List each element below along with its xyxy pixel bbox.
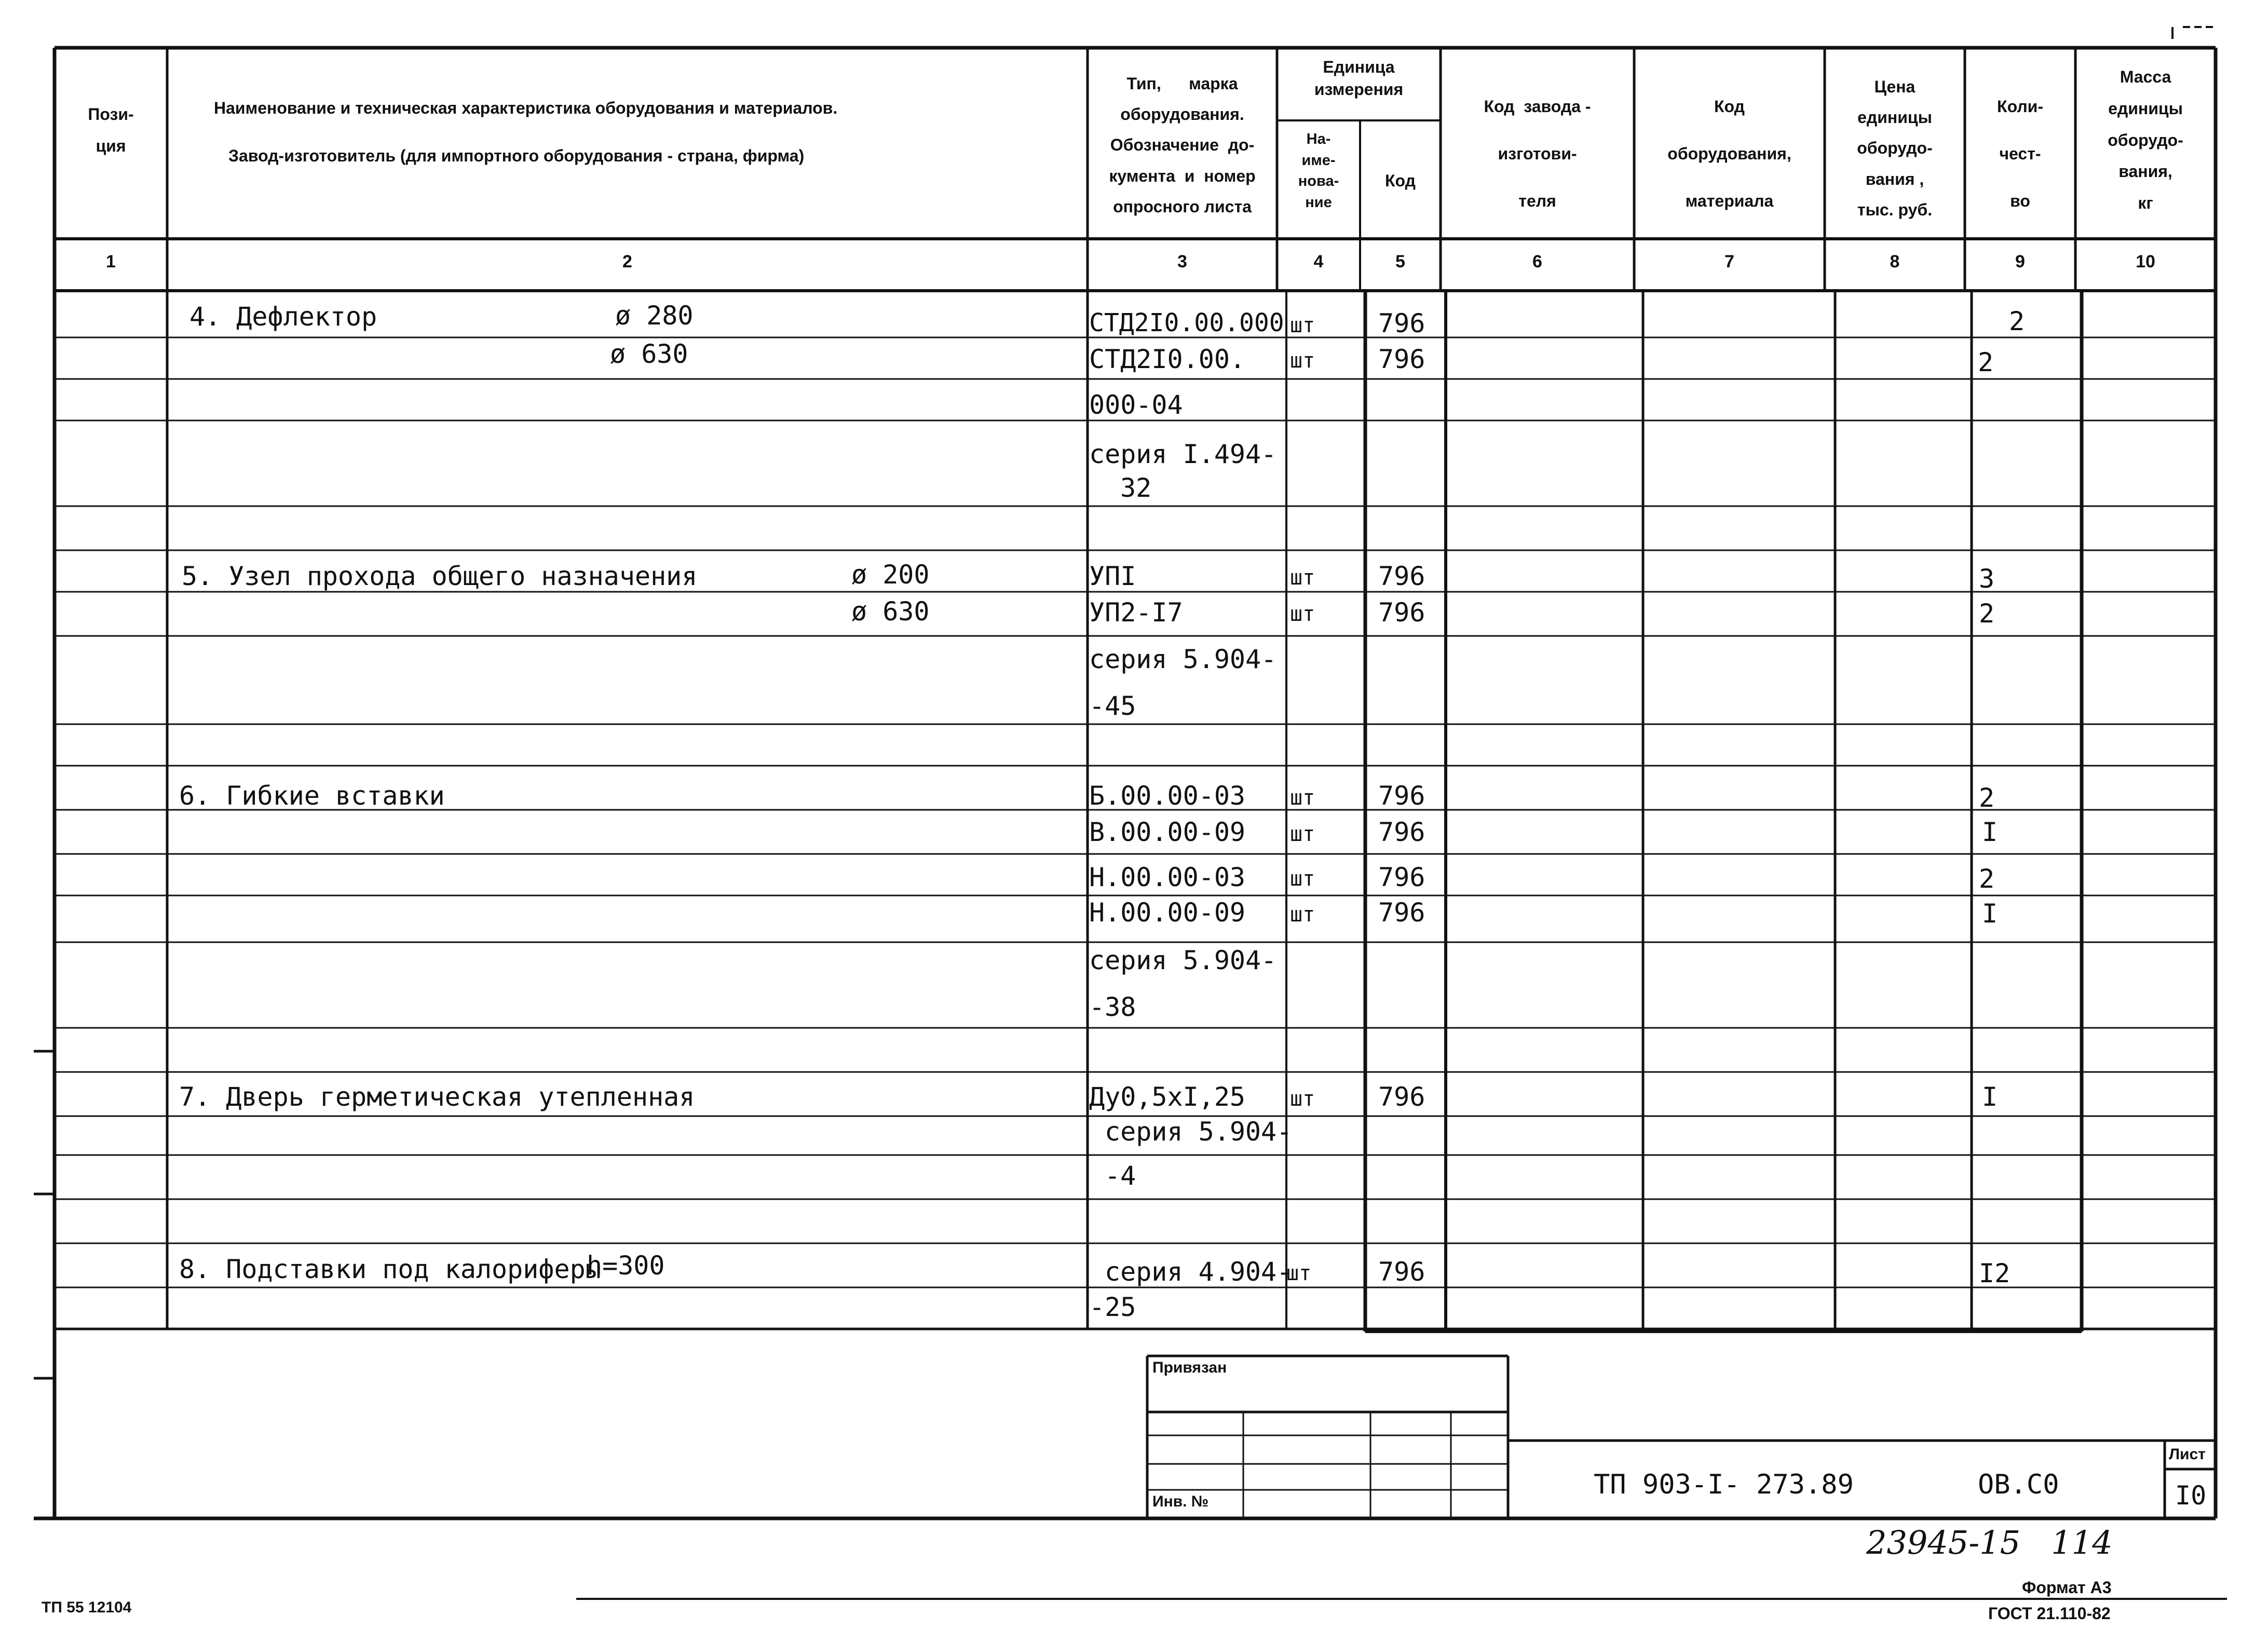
item-unit: шт bbox=[1286, 1261, 1312, 1285]
item-qty: 2 bbox=[1979, 599, 1995, 629]
gost-label: ГОСТ 21.110-82 bbox=[1988, 1604, 2111, 1623]
item-diameter: ø 630 bbox=[610, 339, 688, 369]
item-type: 32 bbox=[1120, 473, 1152, 503]
header-unit-name: На- име- нова- ние bbox=[1298, 131, 1339, 211]
item-type: Н.00.00-09 bbox=[1089, 898, 1246, 928]
item-type: В.00.00-09 bbox=[1089, 817, 1246, 847]
column-number: 10 bbox=[2136, 252, 2155, 271]
column-number: 9 bbox=[2015, 252, 2025, 271]
item-type: УП2-I7 bbox=[1089, 598, 1183, 628]
header-type: Тип, марка оборудования. Обозначение до- кумента и номер опросного листа bbox=[1109, 74, 1256, 216]
item-type: серия I.494- bbox=[1089, 439, 1277, 469]
item-type: Ду0,5хI,25 bbox=[1089, 1082, 1246, 1112]
item-qty: 2 bbox=[1979, 783, 1995, 813]
item-code: 796 bbox=[1378, 308, 1425, 338]
item-qty: 3 bbox=[1979, 564, 1995, 594]
item-unit: шт bbox=[1290, 602, 1315, 626]
item-qty: 2 bbox=[1979, 864, 1995, 894]
header-equipment-code: Код оборудования, материала bbox=[1667, 97, 1791, 211]
item-type: Н.00.00-03 bbox=[1089, 862, 1246, 892]
item-name: 4. Дефлектор bbox=[189, 302, 377, 332]
column-number: 8 bbox=[1890, 252, 1900, 271]
document-code: ТП 903-I- 273.89 bbox=[1594, 1469, 1854, 1500]
item-code: 796 bbox=[1378, 817, 1425, 847]
header-name-line1: Наименование и техническая характеристика оборудования и материалов. bbox=[214, 99, 838, 117]
item-diameter: ø 630 bbox=[851, 596, 930, 627]
item-diameter: ø 280 bbox=[615, 301, 694, 331]
item-height: h=300 bbox=[587, 1251, 665, 1281]
item-type: 000-04 bbox=[1089, 390, 1183, 420]
header-position: Пози- ция bbox=[88, 105, 134, 155]
sheet-number: I0 bbox=[2175, 1481, 2207, 1511]
item-type: СТД2I0.00. bbox=[1089, 344, 1246, 374]
stamp-privyazan: Привязан bbox=[1152, 1359, 1227, 1376]
header-quantity: Коли- чест- во bbox=[1997, 97, 2043, 211]
item-qty: I bbox=[1982, 817, 1998, 847]
item-type: -38 bbox=[1089, 992, 1136, 1022]
item-code: 796 bbox=[1378, 1257, 1425, 1287]
item-qty: I2 bbox=[1979, 1258, 2011, 1288]
item-qty: I bbox=[1982, 1082, 1998, 1112]
header-unit-code: Код bbox=[1385, 171, 1416, 190]
item-unit: шт bbox=[1290, 1087, 1315, 1111]
document-section: ОВ.С0 bbox=[1978, 1469, 2059, 1500]
item-type: СТД2I0.00.000 bbox=[1089, 308, 1284, 337]
format-label: Формат А3 bbox=[2022, 1578, 2112, 1597]
column-number: 6 bbox=[1532, 252, 1542, 271]
item-type: серия 5.904- bbox=[1089, 945, 1277, 975]
item-type: серия 5.904- bbox=[1105, 1117, 1293, 1147]
item-unit: шт bbox=[1290, 566, 1315, 590]
item-type: -25 bbox=[1089, 1292, 1136, 1322]
column-number: 7 bbox=[1724, 252, 1734, 271]
sheet-template-code: ТП 55 12104 bbox=[42, 1599, 132, 1616]
item-type: -45 bbox=[1089, 691, 1136, 721]
header-name-line2: Завод-изготовитель (для импортного оборудования - страна, фирма) bbox=[228, 146, 805, 165]
item-type: -4 bbox=[1105, 1161, 1136, 1191]
item-unit: шт bbox=[1290, 867, 1315, 891]
item-code: 796 bbox=[1378, 344, 1425, 374]
item-unit: шт bbox=[1290, 903, 1315, 927]
item-unit: шт bbox=[1290, 314, 1315, 337]
item-qty: 2 bbox=[2009, 306, 2025, 336]
column-number: 2 bbox=[622, 252, 632, 271]
item-type: Б.00.00-03 bbox=[1089, 781, 1246, 811]
column-number: 5 bbox=[1395, 252, 1405, 271]
item-type: УПI bbox=[1089, 561, 1136, 591]
item-code: 796 bbox=[1378, 561, 1425, 591]
item-type: серия 5.904- bbox=[1089, 644, 1277, 674]
item-name: 7. Дверь герметическая утепленная bbox=[179, 1082, 695, 1112]
item-code: 796 bbox=[1378, 1082, 1425, 1112]
item-name: 6. Гибкие вставки bbox=[179, 781, 445, 811]
column-number: 1 bbox=[106, 252, 116, 271]
item-unit: шт bbox=[1290, 822, 1315, 846]
stamp-inv-no: Инв. № bbox=[1152, 1493, 1209, 1510]
column-number: 3 bbox=[1177, 252, 1187, 271]
header-unit-group: Единица измерения bbox=[1314, 58, 1404, 99]
header-mass: Масса единицы оборудо- вания, кг bbox=[2108, 67, 2183, 213]
handwritten-number: 23945-15 114 bbox=[1866, 1524, 2113, 1561]
item-qty: 2 bbox=[1978, 347, 1994, 377]
item-code: 796 bbox=[1378, 862, 1425, 892]
sheet-label: Лист bbox=[2169, 1446, 2206, 1463]
header-price: Цена единицы оборудо- вания , тыс. руб. bbox=[1857, 77, 1933, 219]
item-code: 796 bbox=[1378, 898, 1425, 928]
item-code: 796 bbox=[1378, 781, 1425, 811]
column-number: 4 bbox=[1313, 252, 1324, 271]
item-unit: шт bbox=[1290, 786, 1315, 810]
item-name: 8. Подставки под калориферы bbox=[179, 1254, 601, 1284]
item-type: серия 4.904- bbox=[1105, 1257, 1293, 1287]
item-diameter: ø 200 bbox=[851, 560, 930, 590]
item-name: 5. Узел прохода общего назначения bbox=[182, 561, 698, 591]
item-unit: шт bbox=[1290, 349, 1315, 373]
item-qty: I bbox=[1982, 899, 1998, 929]
header-factory-code: Код завода - изготови- теля bbox=[1484, 97, 1591, 211]
item-code: 796 bbox=[1378, 598, 1425, 628]
